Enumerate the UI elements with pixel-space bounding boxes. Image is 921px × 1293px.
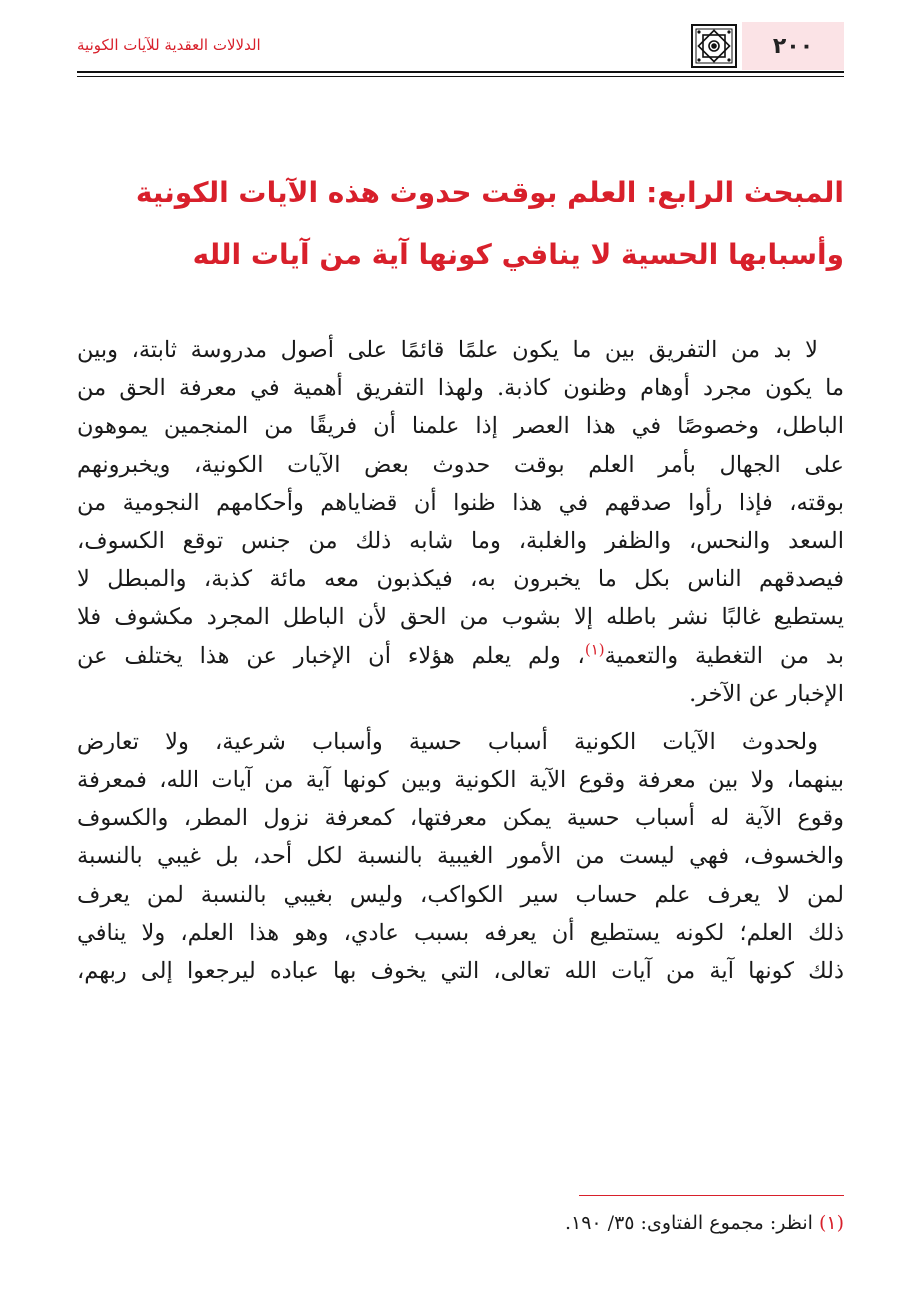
text-line-with-footnote-ref — [77, 637, 844, 675]
text-line: بوقته، فإذا رأوا صدقهم في هذا ظنوا أن قضاياهم وأحكامهم النجومية من — [77, 489, 844, 516]
text-line: وقوع الآية له أسباب حسية يمكن معرفتها، كمعرفة نزول المطر، والكسوف — [77, 805, 844, 832]
footnote-number: (١) — [818, 1212, 844, 1234]
text-line: لا بد من التفريق بين ما يكون علمًا قائمًا على أصول مدروسة ثابتة، وبين — [77, 337, 818, 363]
text-line: الباطل، وخصوصًا في هذا العصر إذا علمنا أن فريقًا من المنجمين يموهون — [77, 413, 844, 440]
footnote-separator — [579, 1195, 844, 1196]
text-line: فيصدقهم الناس بكل ما يخبرون به، فيكذبون معه مائة كذبة، والمبطل لا — [77, 566, 844, 593]
text-line: الإخبار عن الآخر. — [689, 680, 844, 707]
heading-line-1: المبحث الرابع: العلم بوقت حدوث هذه الآيات الكونية — [135, 176, 844, 209]
section-heading — [77, 162, 844, 286]
text-line: ذلك العلم؛ لكونه يستطيع أن يعرفه بسبب عادي، وهو هذا العلم، ولا ينافي — [77, 919, 844, 946]
text-segment: بد من التغطية والتعمية — [604, 642, 844, 669]
body-text — [77, 331, 844, 990]
text-line: لمن لا يعرف علم حساب سير الكواكب، وليس بغيبي بالنسبة لمن يعرف — [77, 881, 844, 908]
text-line: السعد والنحس، والظفر والغلبة، وما شابه ذلك من جنس توقع الكسوف، — [77, 527, 844, 554]
text-line: ما يكون مجرد أوهام وظنون كاذبة. ولهذا التفريق أهمية في معرفة الحق من — [77, 375, 844, 402]
text-segment: ، ولم يعلم هؤلاء أن الإخبار عن هذا يختلف عن — [77, 642, 585, 669]
page-number: ٢٠٠ — [742, 22, 844, 70]
page-header — [77, 22, 844, 70]
geometric-star-ornament-icon — [688, 22, 740, 70]
heading-line-2: وأسبابها الحسية لا ينافي كونها آية من آيات الله — [192, 238, 844, 271]
text-line: ولحدوث الآيات الكونية أسباب حسية وأسباب شرعية، ولا تعارض — [77, 728, 818, 755]
paragraph-2 — [77, 723, 844, 990]
header-rule-thin — [77, 76, 844, 77]
text-line: ذلك كونها آية من آيات الله تعالى، التي يخوف بها عباده ليرجعوا إلى ربهم، — [77, 958, 844, 984]
text-line: على الجهال بأمر العلم بوقت حدوث بعض الآيات الكونية، ويخبرونهم — [77, 451, 844, 478]
footnote-text: انظر: مجموع الفتاوى: ٣٥/ ١٩٠. — [564, 1212, 813, 1234]
footnote-reference[interactable]: (١) — [584, 640, 605, 658]
footnote — [77, 1208, 844, 1238]
text-line: بينهما، ولا بين معرفة وقوع الآية الكونية وبين كونها آية من آيات الله، فمعرفة — [77, 767, 844, 794]
running-title: الدلالات العقدية للآيات الكونية — [77, 36, 261, 54]
text-line: يستطيع غالبًا نشر باطله إلا بشوب من الحق لأن الباطل المجرد مكشوف فلا — [77, 604, 844, 631]
text-line: والخسوف، فهي ليست من الأمور الغيبية بالنسبة لكل أحد، بل غيبي بالنسبة — [77, 843, 844, 870]
paragraph-1 — [77, 331, 844, 713]
header-rule — [77, 71, 844, 73]
